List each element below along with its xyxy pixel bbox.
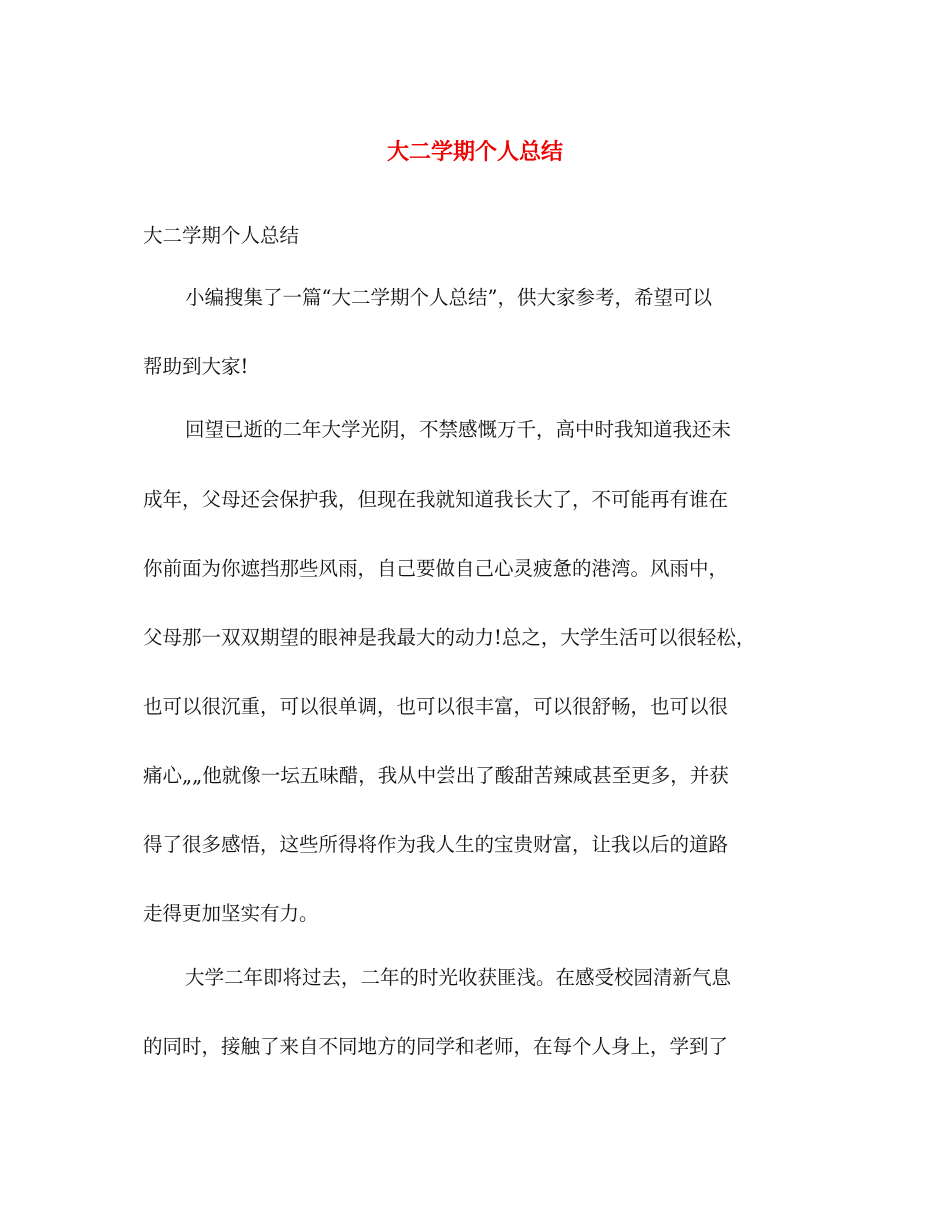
paragraph-line: 你前面为你遮挡那些风雨，自己要做自己心灵疲惫的港湾。风雨中， [143, 557, 729, 580]
paragraph-line: 回望已逝的二年大学光阴，不禁感慨万千，高中时我知道我还未 [185, 418, 732, 441]
paragraph-line: 走得更加坚实有力。 [143, 902, 319, 925]
paragraph-line: 也可以很沉重，可以很单调，也可以很丰富，可以很舒畅，也可以很 [143, 695, 729, 718]
paragraph-line: 得了很多感悟，这些所得将作为我人生的宝贵财富，让我以后的道路 [143, 833, 729, 856]
paragraph-line: 小编搜集了一篇“大二学期个人总结”，供大家参考，希望可以 [185, 286, 712, 309]
paragraph-line: 父母那一双双期望的眼神是我最大的动力!总之，大学生活可以很轻松， [143, 626, 756, 649]
paragraph-line: 成年，父母还会保护我，但现在我就知道我长大了，不可能再有谁在 [143, 488, 729, 511]
paragraph-line: 帮助到大家! [143, 355, 249, 378]
paragraph-line: 大学二年即将过去，二年的时光收获匪浅。在感受校园清新气息 [185, 966, 732, 989]
subtitle-line: 大二学期个人总结 [143, 224, 300, 247]
paragraph-line: 痛心„„他就像一坛五味醋，我从中尝出了酸甜苦辣咸甚至更多，并获 [143, 764, 729, 787]
document-title: 大二学期个人总结 [386, 139, 563, 165]
paragraph-line: 的同时，接触了来自不同地方的同学和老师，在每个人身上，学到了 [143, 1035, 729, 1058]
